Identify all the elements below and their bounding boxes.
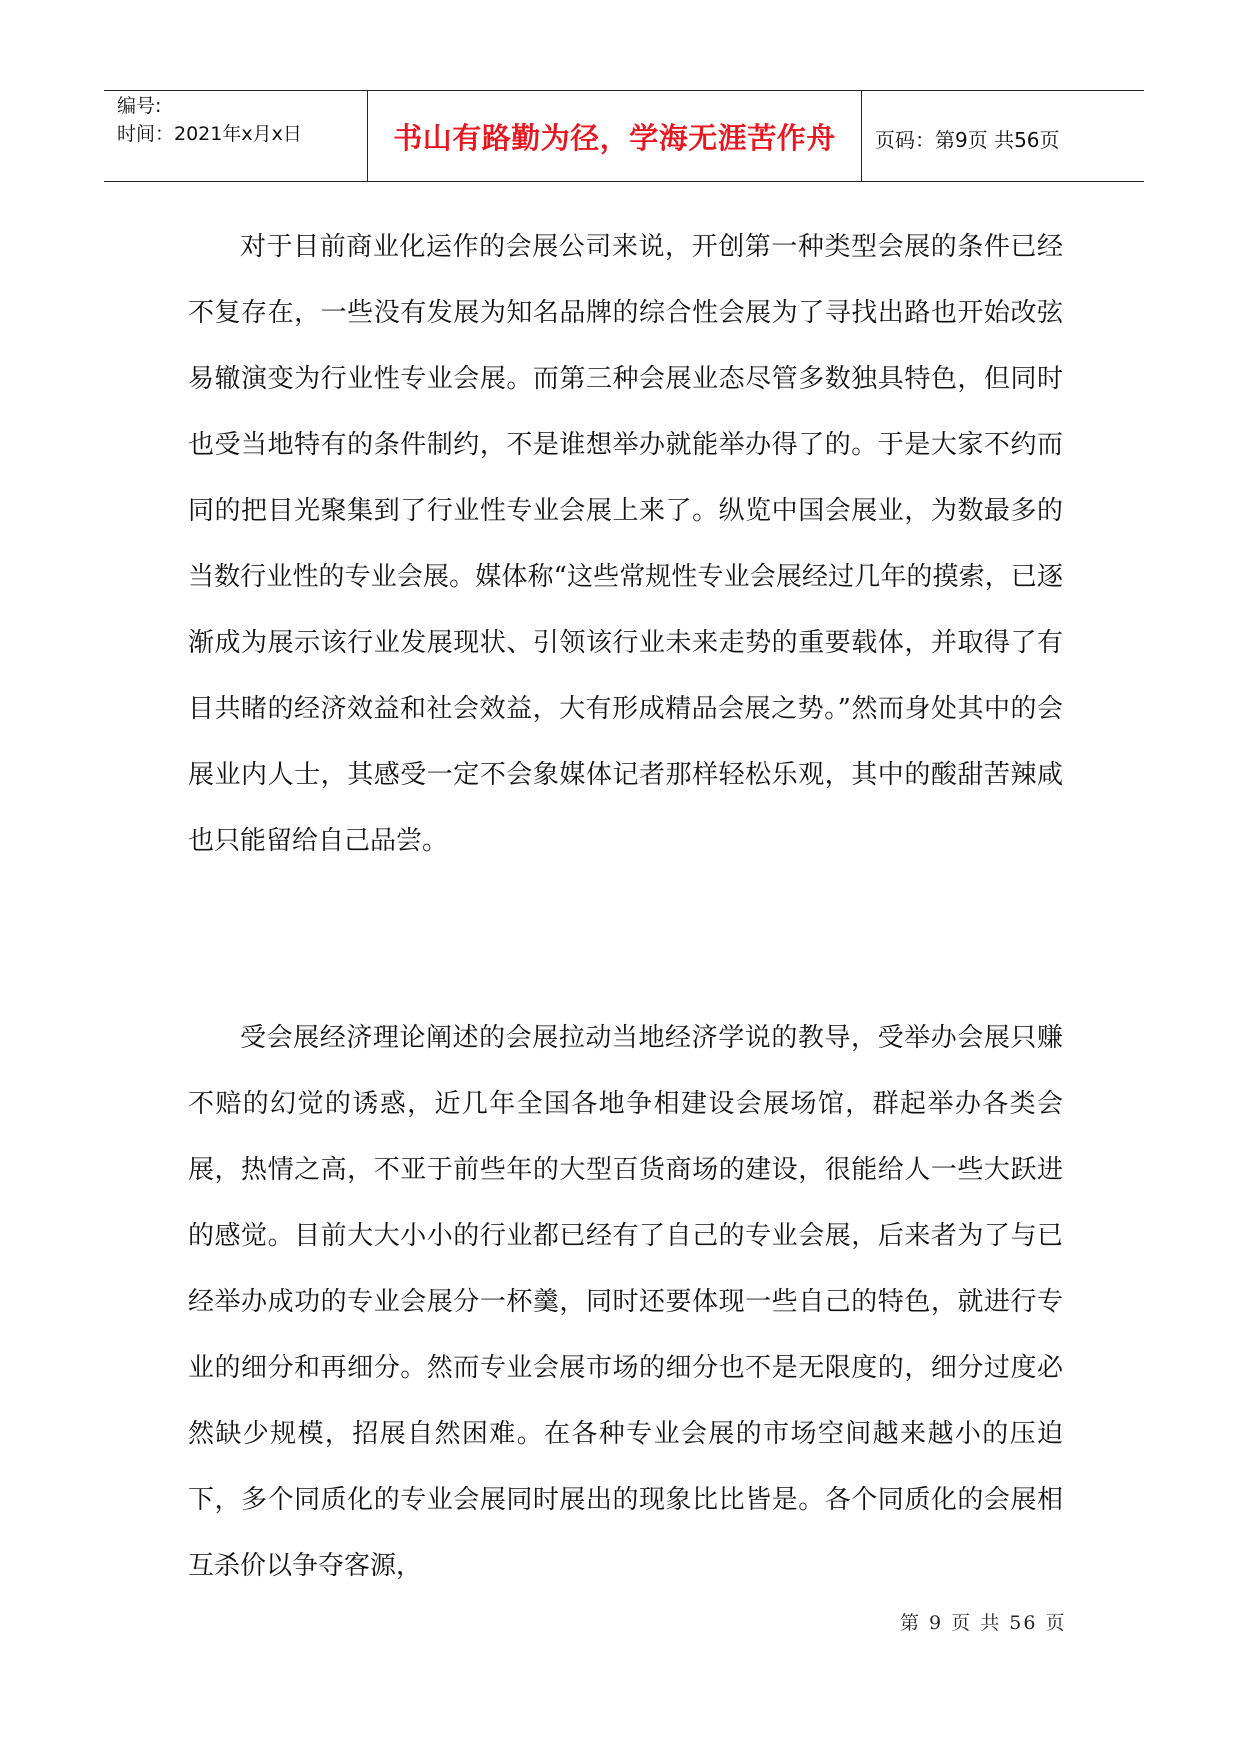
- page-footer: 第 9 页 共 56 页: [900, 1612, 1067, 1634]
- header-meta: [117, 92, 302, 148]
- header-top-rule: [104, 90, 1144, 91]
- header-divider-right: [861, 90, 862, 182]
- header-bottom-rule: [104, 181, 1144, 182]
- paragraph-2: [188, 1005, 1063, 1599]
- header-number-label: 编号:: [117, 95, 162, 117]
- header-page-info: 页码：第9页 共56页: [875, 128, 1060, 152]
- paragraph-2-text: 受会展经济理论阐述的会展拉动当地经济学说的教导，受举办会展只赚不赔的幻觉的诱惑，近几年全国各地争相建设会展场馆，群起举办各类会展，热情之高，不亚于前些年的大型百货商场的建设，很能给人一些大跃进的感觉。目前大大小小的行业都已经有了自己的专业会展，后来者为了与已经举办成功的专业会展分一杯羹，同时还要体现一些自己的特色，就进行专业的细分和再细分。然而专业会展市场的细分也不是无限度的，细分过度必然缺少规模，招展自然困难。在各种专业会展的市场空间越来越小的压迫下，多个同质化的专业会展同时展出的现象比比皆是。各个同质化的会展相互杀价以争夺客源，: [188, 1023, 1063, 1581]
- paragraph-1: [188, 214, 1063, 874]
- paragraph-1-text: 对于目前商业化运作的会展公司来说，开创第一种类型会展的条件已经不复存在，一些没有发展为知名品牌的综合性会展为了寻找出路也开始改弦易辙演变为行业性专业会展。而第三种会展业态尽管多数独具特色，但同时也受当地特有的条件制约，不是谁想举办就能举办得了的。于是大家不约而同的把目光聚集到了行业性专业会展上来了。纵览中国会展业，为数最多的当数行业性的专业会展。媒体称“这些常规性专业会展经过几年的摸索，已逐渐成为展示该行业发展现状、引领该行业未来走势的重要载体，并取得了有目共睹的经济效益和社会效益，大有形成精品会展之势。”然而身处其中的会展业内人士，其感受一定不会象媒体记者那样轻松乐观，其中的酸甜苦辣咸也只能留给自己品尝。: [188, 232, 1063, 856]
- header-time-label: 时间：2021年x月x日: [117, 123, 302, 145]
- header-motto: 书山有路勤为径，学海无涯苦作舟: [393, 121, 836, 155]
